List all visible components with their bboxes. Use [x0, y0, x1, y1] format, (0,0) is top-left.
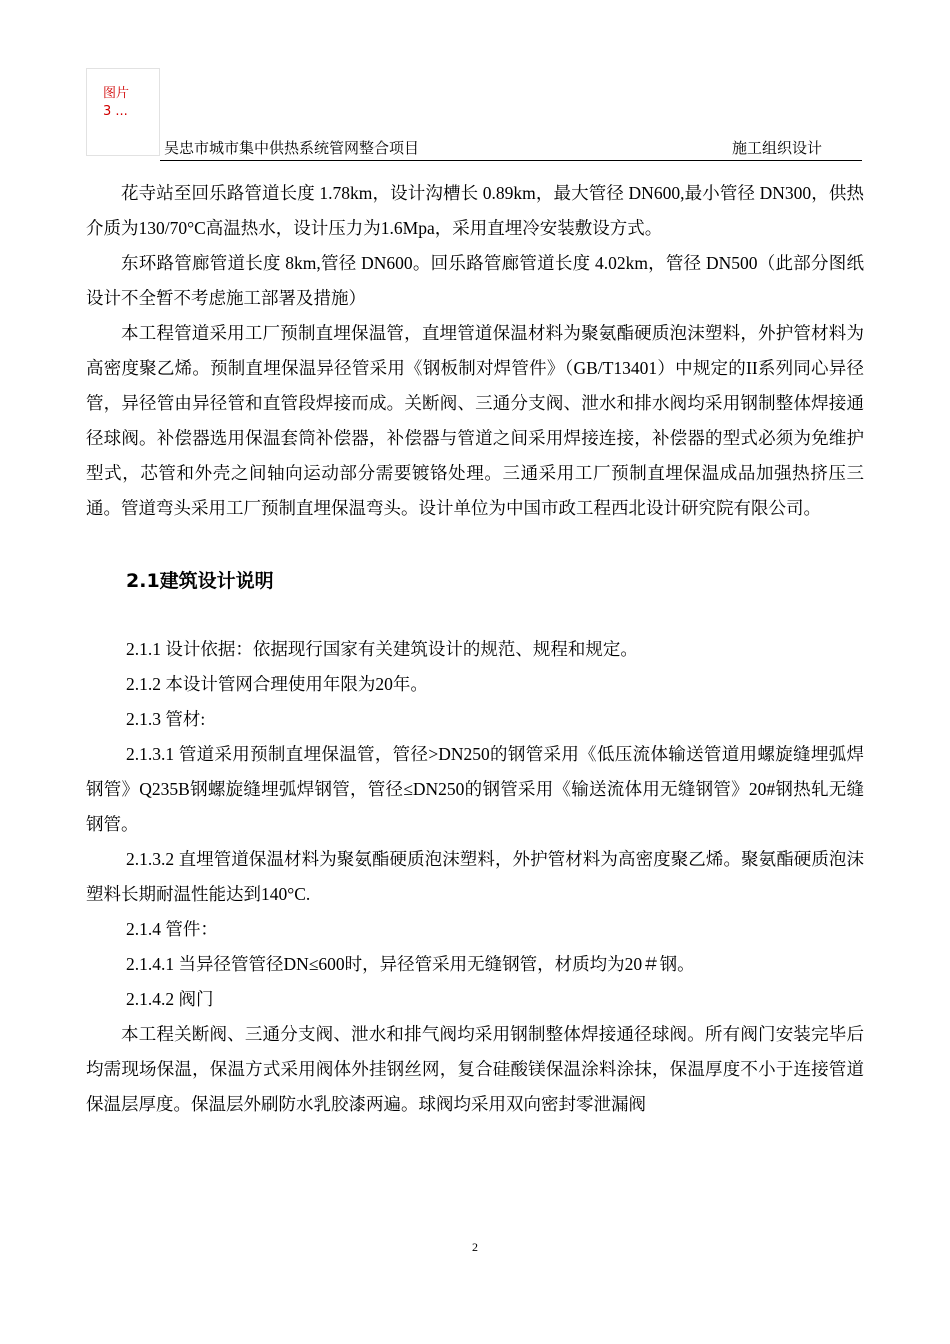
list-item: 2.1.3.1 管道采用预制直埋保温管，管径>DN250的钢管采用《低压流体输送管道用螺旋缝埋弧焊钢管》Q235B钢螺旋缝埋弧焊钢管，管径≤DN250的钢管采用《输送流体用无缝钢管》20#钢热轧无缝钢管。: [86, 744, 864, 834]
paragraph: 花寺站至回乐路管道长度 1.78km，设计沟槽长 0.89km，最大管径 DN600,最小管径 DN300，供热介质为130/70°C高温热水，设计压力为1.6Mpa，采用直埋冷安装敷设方式。: [86, 183, 864, 238]
header-doc-type: 施工组织设计: [731, 141, 822, 157]
image-placeholder-label: 图片: [103, 86, 130, 101]
image-placeholder: [86, 68, 160, 156]
list-item: 2.1.1 设计依据：依据现行国家有关建筑设计的规范、规程和规定。: [126, 639, 638, 659]
list-item: 2.1.4.1 当异径管管径DN≤600时，异径管采用无缝钢管，材质均为20＃钢。: [126, 954, 695, 974]
page-number: 2: [472, 1240, 478, 1254]
paragraph: 本工程关断阀、三通分支阀、泄水和排气阀均采用钢制整体焊接通径球阀。所有阀门安装完毕后均需现场保温，保温方式采用阀体外挂钢丝网，复合硅酸镁保温涂料涂抹，保温厚度不小于连接管道保温层厚度。保温层外刷防水乳胶漆两遍。球阀均采用双向密封零泄漏阀: [86, 1024, 864, 1114]
section-heading: 2.1建筑设计说明: [126, 570, 274, 592]
header-project-title: 吴忠市城市集中供热系统管网整合项目: [164, 141, 420, 157]
list-item: 2.1.3 管材:: [126, 709, 206, 729]
image-placeholder-index: 3 ...: [103, 104, 128, 119]
page-header: [160, 138, 862, 161]
paragraph: 本工程管道采用工厂预制直埋保温管，直埋管道保温材料为聚氨酯硬质泡沫塑料，外护管材料为高密度聚乙烯。预制直埋保温异径管采用《钢板制对焊管件》（GB/T13401）中规定的II系列同心异径管，异径管由异径管和直管段焊接而成。关断阀、三通分支阀、泄水和排水阀均采用钢制整体焊接通径球阀。补偿器选用保温套筒补偿器，补偿器与管道之间采用焊接连接，补偿器的型式必须为免维护型式，芯管和外壳之间轴向运动部分需要镀铬处理。三通采用工厂预制直埋保温成品加强热挤压三通。管道弯头采用工厂预制直埋保温弯头。设计单位为中国市政工程西北设计研究院有限公司。: [86, 323, 864, 518]
list-item: 2.1.4 管件：: [126, 919, 218, 939]
list-item: 2.1.2 本设计管网合理使用年限为20年。: [126, 674, 428, 694]
paragraph: 东环路管廊管道长度 8km,管径 DN600。回乐路管廊管道长度 4.02km，管径 DN500（此部分图纸设计不全暂不考虑施工部署及措施）: [86, 253, 864, 308]
document-body: [86, 176, 864, 1122]
list-item: 2.1.4.2 阀门: [126, 989, 214, 1009]
list-item: 2.1.3.2 直埋管道保温材料为聚氨酯硬质泡沫塑料，外护管材料为高密度聚乙烯。聚氨酯硬质泡沫塑料长期耐温性能达到140°C.: [86, 849, 864, 904]
